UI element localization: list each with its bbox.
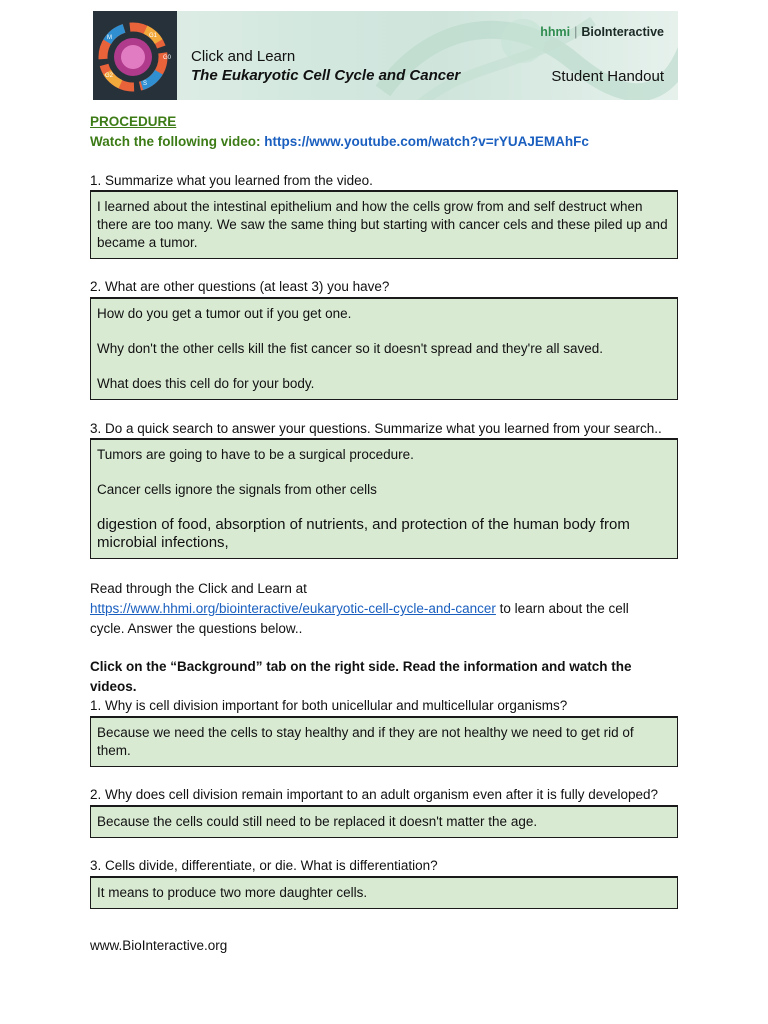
b2-answer-box[interactable] [90, 805, 678, 838]
procedure-heading: PROCEDURE [90, 114, 177, 129]
q2-answer-box[interactable] [90, 297, 678, 400]
brand-logo [540, 25, 664, 39]
b1-question: 1. Why is cell division important for both unicellular and multicellular organisms? [90, 698, 568, 713]
b3-answer-box[interactable] [90, 876, 678, 909]
q3-question: 3. Do a quick search to answer your questions. Summarize what you learned from your search.. [90, 421, 662, 436]
q3-answer-1: Tumors are going to have to be a surgical procedure. [97, 447, 414, 462]
b1-answer: Because we need the cells to stay healthy and if they are not healthy we need to get rid of them. [97, 725, 634, 758]
q2-answer-2: Why don't the other cells kill the fist cancer so it doesn't spread and they're all saved. [97, 341, 603, 356]
cell-cycle-icon [93, 11, 177, 100]
q1-answer: I learned about the intestinal epithelium and how the cells grow from and self destruct when there are too many. We saw the same thing but starting with cancer cels and these piled up and became a tumor. [97, 199, 668, 250]
footer-website: www.BioInteractive.org [90, 938, 228, 953]
b3-question: 3. Cells divide, differentiate, or die. What is differentiation? [90, 858, 438, 873]
read-through-line1: Read through the Click and Learn at [90, 581, 307, 596]
q2-answer-3: What does this cell do for your body. [97, 376, 315, 391]
logo-label-g2: G2 [105, 73, 114, 79]
b2-answer: Because the cells could still need to be replaced it doesn't matter the age. [97, 814, 538, 829]
q3-answer-box[interactable] [90, 438, 678, 559]
logo-label-m: M [107, 35, 112, 41]
click-and-learn-link[interactable]: https://www.hhmi.org/biointeractive/eukaryotic-cell-cycle-and-cancer [90, 601, 496, 616]
logo-label-g0: G0 [163, 55, 172, 61]
b3-answer: It means to produce two more daughter cells. [97, 885, 368, 900]
read-through-line3: cycle. Answer the questions below.. [90, 621, 303, 636]
brand-name: BioInteractive [581, 25, 664, 39]
background-instruction: Click on the “Background” tab on the right side. Read the information and watch the videos. [90, 659, 632, 694]
video-link[interactable]: https://www.youtube.com/watch?v=rYUAJEMAhFc [264, 134, 589, 149]
b2-question: 2. Why does cell division remain important to an adult organism even after it is fully developed? [90, 787, 659, 802]
read-through-paragraph [90, 579, 680, 639]
video-instruction [90, 132, 589, 152]
student-handout-label: Student Handout [551, 68, 664, 85]
cell-cycle-logo [93, 11, 177, 100]
q1-question: 1. Summarize what you learned from the video. [90, 173, 373, 188]
b1-answer-box[interactable] [90, 716, 678, 767]
header-banner [93, 11, 678, 100]
logo-label-s: S [143, 81, 148, 87]
q3-answer-3: digestion of food, absorption of nutrients, and protection of the human body from microbial infections, [97, 516, 630, 551]
handout-title-line2: The Eukaryotic Cell Cycle and Cancer [191, 67, 461, 84]
brand-hhmi: hhmi [540, 25, 571, 39]
logo-label-g1: G1 [149, 33, 158, 39]
brand-separator: | [574, 25, 578, 39]
q3-answer-2: Cancer cells ignore the signals from other cells [97, 482, 377, 497]
read-through-after-link: to learn about the cell [495, 601, 629, 616]
video-prefix: Watch the following video: [90, 134, 265, 149]
q2-question: 2. What are other questions (at least 3) you have? [90, 279, 390, 294]
handout-title-line1: Click and Learn [191, 48, 296, 65]
q2-answer-1: How do you get a tumor out if you get one. [97, 306, 352, 321]
q1-answer-box[interactable] [90, 190, 678, 259]
